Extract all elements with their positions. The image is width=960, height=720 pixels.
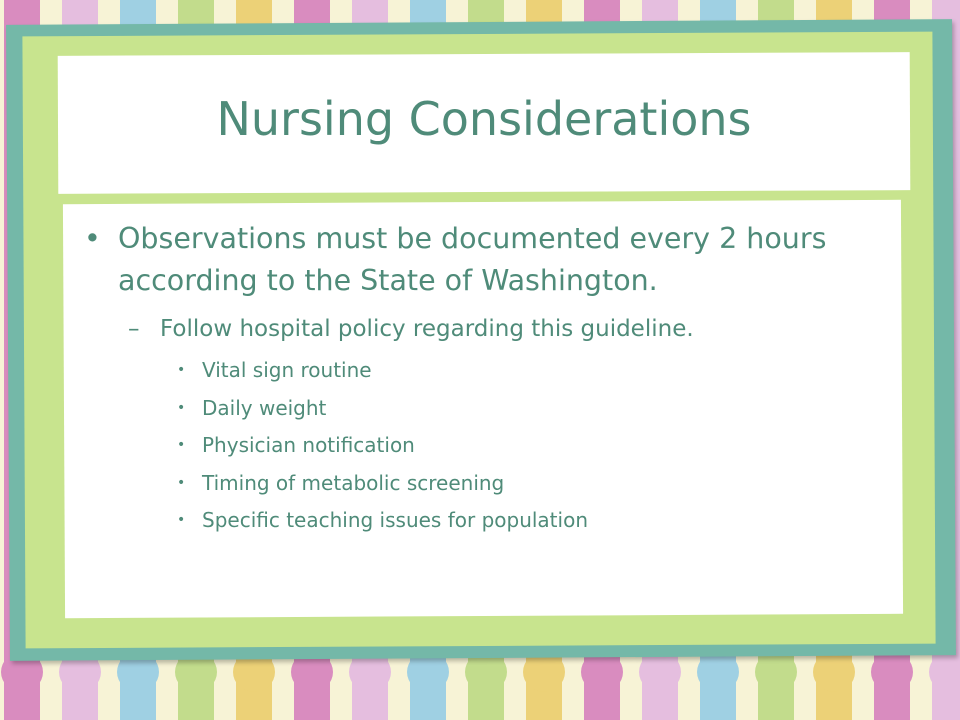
bullet-icon: • <box>177 437 186 453</box>
bullet-icon: • <box>177 474 186 491</box>
bullet-text: Observations must be documented every 2 hours according to the State of Washington. <box>118 222 827 297</box>
sub-bullet-text: Follow hospital policy regarding this guideline. <box>160 316 694 342</box>
stripe-knob <box>755 652 797 692</box>
sub-sub-bullet-item <box>84 390 864 428</box>
dash-icon: – <box>128 316 140 342</box>
stripe-knob <box>871 652 913 692</box>
bullet-icon: • <box>84 222 101 255</box>
bullet-icon: • <box>177 512 186 528</box>
sub-sub-bullet-text: Vital sign routine <box>202 358 372 382</box>
sub-sub-bullet-text: Specific teaching issues for population <box>202 508 588 532</box>
stripe-knob <box>639 652 681 692</box>
sub-sub-bullet-text: Physician notification <box>202 433 415 457</box>
sub-sub-bullet-text: Timing of metabolic screening <box>202 470 505 495</box>
sub-sub-bullet-item <box>84 465 864 503</box>
stripe-knob <box>581 652 623 692</box>
stripe-knob <box>523 652 565 692</box>
bullet-icon: • <box>177 362 186 378</box>
bullet-item <box>84 218 864 302</box>
sub-sub-bullet-item <box>84 352 864 390</box>
stripe-knob <box>813 652 855 692</box>
bullet-icon: • <box>177 399 186 416</box>
slide-title: Nursing Considerations <box>216 92 752 146</box>
stripe-knob <box>697 652 739 692</box>
slide-body <box>84 218 864 540</box>
sub-sub-bullet-text: Daily weight <box>202 395 327 420</box>
sub-bullet-item <box>84 312 864 346</box>
sub-sub-bullet-item <box>84 427 864 465</box>
sub-sub-bullet-item <box>84 502 864 540</box>
